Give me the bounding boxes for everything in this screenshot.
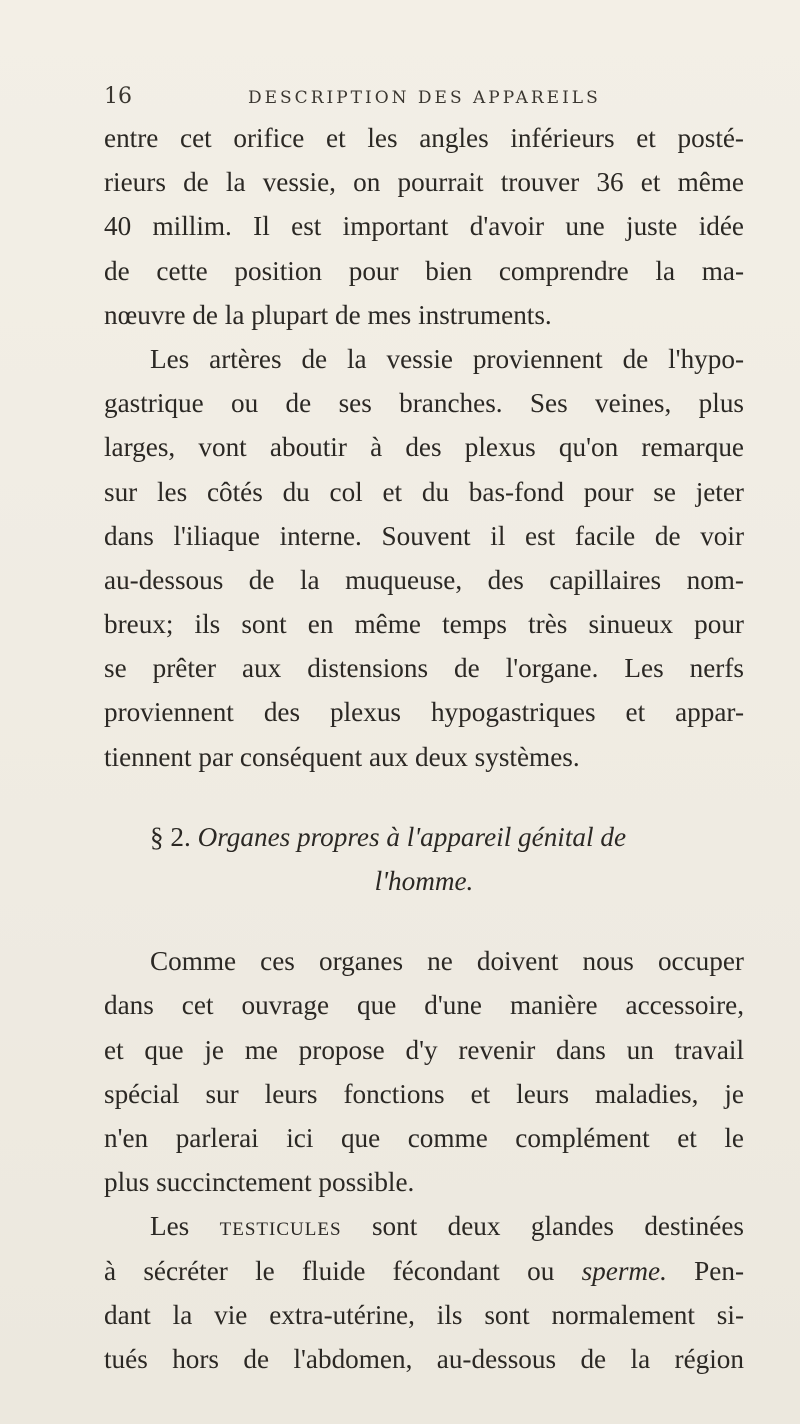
section-title: Organes propres à l'appareil génital de <box>197 821 627 852</box>
text-fragment: Les <box>150 1211 190 1242</box>
paragraph-2 <box>104 337 744 779</box>
text-line: dans l'iliaque interne. Souvent il est facile de voir <box>104 520 744 551</box>
text-line: n'en parlerai ici que comme complément et le <box>104 1122 744 1153</box>
text-line: plus succinctement possible. <box>104 1167 415 1198</box>
text-line: gastrique ou de ses branches. Ses veines, plus <box>104 388 744 419</box>
text-line: larges, vont aboutir à des plexus qu'on remarque <box>104 432 744 463</box>
text-line: Comme ces organes ne doivent nous occuper <box>150 946 744 977</box>
text-line: Les artères de la vessie proviennent de l'hypo- <box>150 343 744 374</box>
text-line <box>104 1249 744 1293</box>
text-fragment: Pen- <box>694 1255 745 1286</box>
text-line: tiennent par conséquent aux deux systèmes. <box>104 741 580 772</box>
text-line: 40 millim. Il est important d'avoir une juste idée <box>104 211 744 242</box>
spacer <box>104 779 744 815</box>
text-line: nœuvre de la plupart de mes instruments. <box>104 299 552 330</box>
text-line: dans cet ouvrage que d'une manière accessoire, <box>104 990 744 1021</box>
text-line: breux; ils sont en même temps très sinueux pour <box>104 609 744 640</box>
section-heading-line <box>104 859 744 903</box>
paragraph-3 <box>104 939 744 1204</box>
text-line: spécial sur leurs fonctions et leurs maladies, je <box>104 1078 744 1109</box>
text-line: dant la vie extra-utérine, ils sont normalement si- <box>104 1299 744 1330</box>
text-line: tués hors de l'abdomen, au-dessous de la région <box>104 1343 744 1374</box>
section-heading <box>104 815 744 903</box>
running-header: DESCRIPTION DES APPAREILS <box>248 88 601 108</box>
text-line: entre cet orifice et les angles inférieurs et posté- <box>104 123 744 153</box>
text-fragment: à sécréter le fluide fécondant ou <box>104 1255 555 1286</box>
text-fragment: sont deux glandes destinées <box>371 1211 744 1242</box>
page-number: 16 <box>104 84 132 109</box>
body-text <box>104 116 744 1381</box>
section-number: § 2. <box>150 821 191 852</box>
text-line: proviennent des plexus hypogastriques et appar- <box>104 697 744 728</box>
text-line <box>104 1204 744 1248</box>
paragraph-4 <box>104 1204 744 1381</box>
text-line: sur les côtés du col et du bas-fond pour se jeter <box>104 476 744 507</box>
paragraph-1 <box>104 116 744 337</box>
section-heading-line <box>104 815 744 859</box>
term-testicules: testicules <box>219 1211 342 1242</box>
text-line: au-dessous de la muqueuse, des capillaires nom- <box>104 564 744 595</box>
spacer <box>104 903 744 939</box>
text-line: de cette position pour bien comprendre la ma- <box>104 255 744 286</box>
text-line: se prêter aux distensions de l'organe. Les nerfs <box>104 653 744 684</box>
text-line: rieurs de la vessie, on pourrait trouver 36 et même <box>104 167 744 198</box>
text-line: et que je me propose d'y revenir dans un travail <box>104 1034 744 1065</box>
section-title-continued: l'homme. <box>374 866 474 896</box>
term-sperme: sperme. <box>581 1255 667 1286</box>
